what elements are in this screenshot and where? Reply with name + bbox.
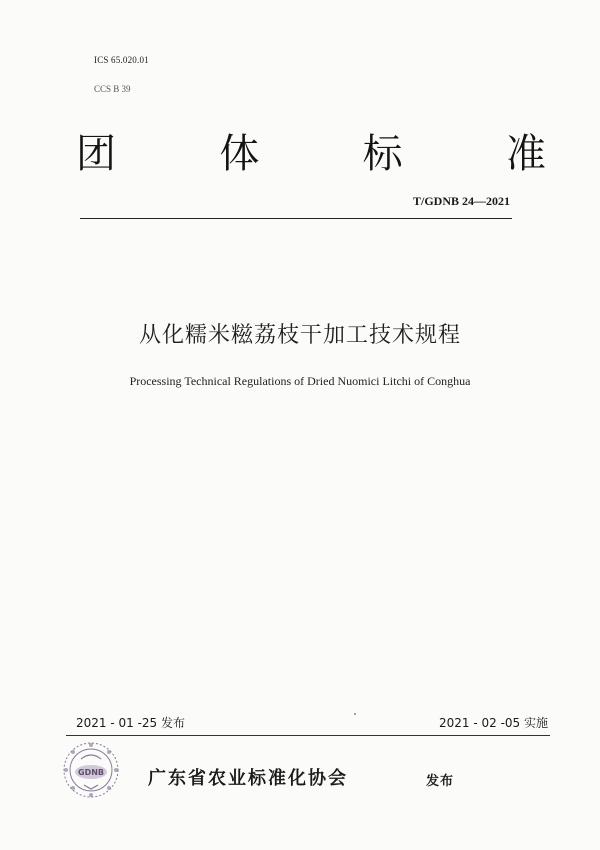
title-char: 标 [362, 131, 403, 177]
ics-code: ICS 65.020.01 [94, 55, 149, 65]
title-char: 体 [219, 131, 260, 177]
ccs-code: CCS B 39 [94, 84, 131, 94]
document-title-cn: 从化糯米糍荔枝干加工技术规程 [138, 323, 461, 348]
footer-divider [66, 735, 550, 736]
seal-text: GDNB [78, 768, 104, 777]
association-seal-icon [62, 741, 120, 799]
header-divider [80, 218, 512, 219]
implement-date: 2021 - 02 -05 实施 [439, 716, 548, 730]
scan-speck [354, 713, 356, 715]
document-title-en: Processing Technical Regulations of Dried Nuomici Litchi of Conghua [129, 374, 471, 388]
standard-number: T/GDNB 24—2021 [412, 194, 510, 208]
issuing-organization: 广东省农业标准化协会 [148, 768, 348, 789]
title-char: 准 [505, 131, 546, 177]
standard-type-title [76, 122, 546, 179]
publish-date: 2021 - 01 -25 发布 [76, 716, 185, 730]
title-char: 团 [76, 131, 116, 177]
issue-label: 发布 [426, 774, 455, 789]
